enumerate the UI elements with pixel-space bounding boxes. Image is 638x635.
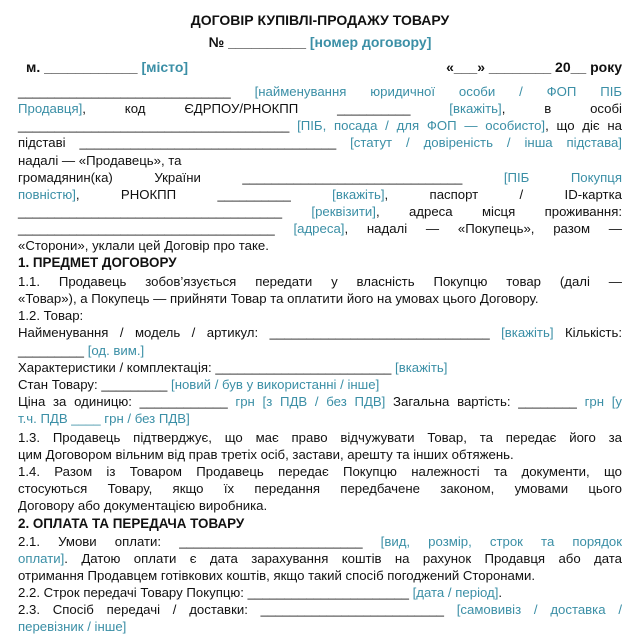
contract-line [18, 480, 622, 497]
contract-line [18, 533, 622, 550]
contract-text: Ціна за одиницю: ____________ [18, 394, 236, 409]
contract-text: , надалі — «Покупець», разом — [344, 221, 622, 236]
field-placeholder: [вид, розмір, строк та порядок [380, 534, 622, 549]
section-heading [18, 515, 622, 532]
contract-text: . [498, 585, 503, 600]
field-placeholder: [вкажіть] [332, 187, 385, 202]
contract-line [18, 186, 622, 203]
contract-text: Характеристики / комплектація: ________________________ [18, 360, 396, 375]
contract-text: підставі ___________________________________ [18, 135, 351, 150]
field-placeholder: [ПІБ, посада / для ФОП — особисто] [297, 118, 546, 133]
contract-text: 1.1. Продавець зобов’язується передати у власність Покупцю товар (далі — [18, 274, 622, 289]
contract-text: отримання Продавцем готівкових коштів, якщо такий спосіб погоджений Сторонами. [18, 568, 535, 583]
city-blank[interactable]: м. ____________ [26, 59, 138, 75]
contract-text: стосуються Товару, якщо їх передання передбачене законом, умовами цього [18, 481, 622, 496]
contract-line [18, 618, 622, 635]
contract-number-placeholder: [номер договору] [309, 34, 432, 50]
contract-text: Кількість: [553, 325, 622, 340]
contract-line [18, 601, 622, 618]
contract-text: 2.1. Умови оплати: _________________________ [18, 534, 381, 549]
contract-text: 1.3. Продавець підтверджує, що має право відчужувати Товар, та передає його за [18, 430, 622, 445]
contract-text: «Товар»), а Покупець — прийняти Товар та оплатити його на умовах цього Договору. [18, 291, 539, 306]
field-placeholder: [реквізити] [311, 204, 376, 219]
contract-line [18, 83, 622, 100]
contract-text: _____________________________________ [18, 118, 298, 133]
field-placeholder: [вкажіть] [449, 101, 502, 116]
contract-line [18, 117, 622, 134]
field-placeholder: грн [з ПДВ / без ПДВ] [235, 394, 386, 409]
contract-line [18, 429, 622, 446]
contract-text: Стан Товару: _________ [18, 377, 172, 392]
contract-text: ____________________________________ [18, 204, 312, 219]
field-placeholder: т.ч. ПДВ ____ грн / без ПДВ] [18, 411, 190, 426]
contract-text: , в особі [501, 101, 622, 116]
contract-text: , що діє на [545, 118, 622, 133]
contract-text: , паспорт / ID-картка [384, 187, 622, 202]
contract-text: громадянин(ка) України ______________________________ [18, 170, 504, 185]
contract-line [18, 463, 622, 480]
field-placeholder: [самовивіз / доставка / [456, 602, 622, 617]
contract-text: _____________________________ [18, 84, 255, 99]
contract-text: Загальна вартість: ________ [385, 394, 585, 409]
contract-text: 2. ОПЛАТА ТА ПЕРЕДАЧА ТОВАРУ [18, 516, 245, 531]
contract-line [18, 497, 622, 514]
field-placeholder: [найменування юридичної особи / ФОП ПІБ [254, 84, 623, 99]
field-placeholder: [новий / був у використанні / інше] [171, 377, 380, 392]
contract-number-blank[interactable]: № __________ [208, 34, 306, 50]
contract-text: цим Договором вільним від прав третіх осіб, застави, арешту та інших обтяжень. [18, 447, 514, 462]
field-placeholder: перевізник / інше] [18, 619, 127, 634]
field-placeholder: [адреса] [293, 221, 345, 236]
contract-line [18, 273, 622, 290]
contract-line [18, 376, 622, 393]
contract-text: 1.4. Разом із Товаром Продавець передає Покупцю належності та документи, що [18, 464, 622, 479]
field-placeholder: повністю] [18, 187, 76, 202]
contract-title: ДОГОВІР КУПІВЛІ-ПРОДАЖУ ТОВАРУ [190, 12, 450, 28]
contract-line [18, 550, 622, 567]
field-placeholder: грн [у [584, 394, 622, 409]
contract-line [18, 152, 622, 169]
field-placeholder: [дата / період] [412, 585, 499, 600]
contract-line [18, 393, 622, 410]
contract-date[interactable]: «___» ________ 20__ року [446, 59, 622, 75]
city-placeholder: [місто] [141, 59, 189, 75]
contract-text: , код ЄДРПОУ/РНОКПП __________ [82, 101, 450, 116]
contract-line [18, 100, 622, 117]
contract-text: , РНОКПП __________ [75, 187, 333, 202]
contract-text: Договору або документацією виробника. [18, 498, 268, 513]
field-placeholder: Продавця] [18, 101, 83, 116]
field-placeholder: [вкажіть] [501, 325, 554, 340]
contract-line [18, 290, 622, 307]
contract-text: «Сторони», уклали цей Договір про таке. [18, 238, 269, 253]
contract-text: . Датою оплати є дата зарахування коштів на рахунок Продавця або дата [64, 551, 622, 566]
contract-line [18, 169, 622, 186]
field-placeholder: [статут / довіреність / інша підстава] [350, 135, 622, 150]
contract-line [18, 567, 622, 584]
field-placeholder: [ПІБ Покупця [503, 170, 622, 185]
contract-line [18, 203, 622, 220]
contract-line [18, 220, 622, 237]
section-heading [18, 254, 622, 271]
contract-text: 2.3. Спосіб передачі / доставки: _________________________ [18, 602, 457, 617]
contract-line [18, 307, 622, 324]
field-placeholder: [вкажіть] [395, 360, 448, 375]
contract-text: 1.2. Товар: [18, 308, 84, 323]
contract-line [18, 359, 622, 376]
contract-text: надалі — «Продавець», та [18, 153, 182, 168]
contract-line [18, 446, 622, 463]
contract-line [18, 410, 622, 427]
contract-line [18, 134, 622, 151]
contract-text: ___________________________________ [18, 221, 294, 236]
contract-line [18, 584, 622, 601]
contract-text: 1. ПРЕДМЕТ ДОГОВОРУ [18, 255, 177, 270]
field-placeholder: оплати] [18, 551, 65, 566]
contract-text: 2.2. Строк передачі Товару Покупцю: ______________________ [18, 585, 413, 600]
contract-text: Найменування / модель / артикул: ______________________________ [18, 325, 502, 340]
contract-line [18, 324, 622, 341]
contract-text: _________ [18, 343, 88, 358]
contract-text: , адреса місця проживання: [375, 204, 623, 219]
contract-line [18, 342, 622, 359]
contract-line [18, 237, 622, 254]
contract-number-row [18, 34, 622, 51]
field-placeholder: [од. вим.] [87, 343, 145, 358]
